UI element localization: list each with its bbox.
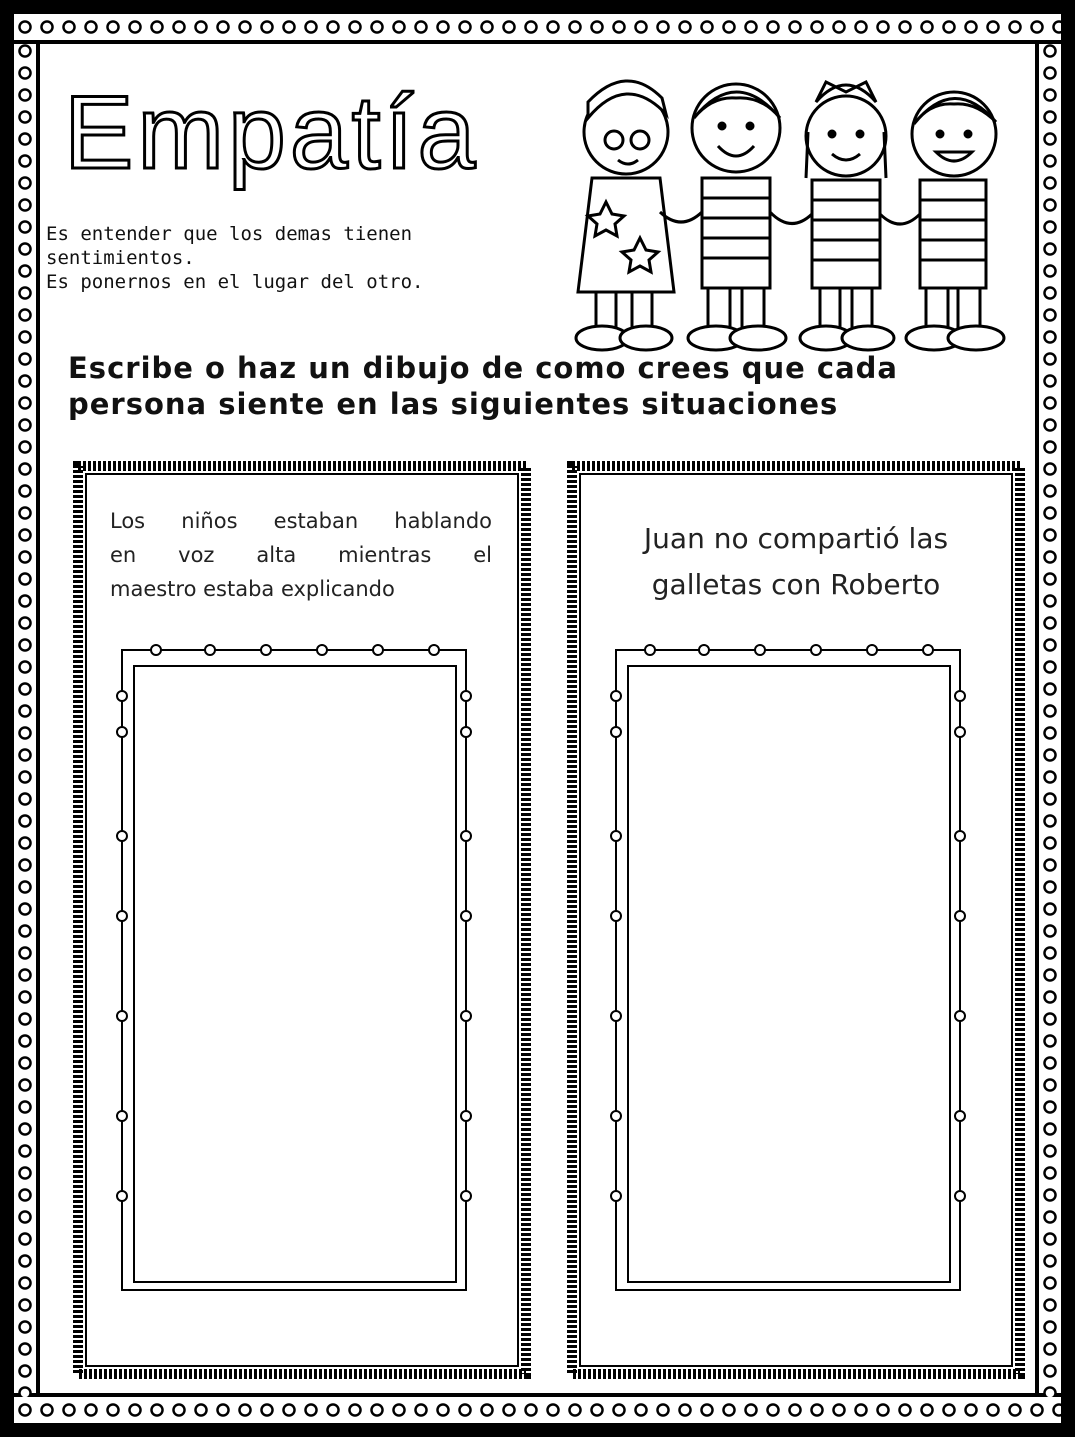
situation-2-line-1: Juan no compartió las (643, 522, 949, 555)
child-1-figure (576, 81, 674, 350)
instruction-line-2: persona siente en las siguientes situaciones (68, 387, 839, 421)
instruction-line-1: Escribe o haz un dibujo de como crees que cada (68, 351, 899, 385)
situation-1-line-2: en voz alta mientras el (110, 543, 492, 567)
frame-dots-1 (117, 645, 471, 1201)
worksheet-title: Empatía (64, 75, 480, 191)
instruction-text (68, 350, 1008, 422)
definition-line-2: sentimientos. (46, 247, 195, 269)
situation-1-line-1: Los niños estaban hablando (110, 509, 492, 533)
decorative-border-top (14, 14, 1061, 44)
decorative-border-right (1035, 40, 1061, 1397)
child-4-figure (906, 92, 1004, 350)
definition-text (46, 222, 546, 294)
child-3-figure (800, 82, 894, 350)
child-2-figure (688, 84, 786, 350)
situation-1-line-3: maestro estaba explicando (110, 577, 395, 601)
decorative-border-bottom (14, 1393, 1061, 1423)
situation-1-text (110, 504, 492, 606)
children-illustration (566, 62, 1016, 352)
situation-2-line-2: galletas con Roberto (651, 568, 941, 601)
situation-card-2 (566, 460, 1026, 1380)
definition-line-3: Es ponernos en el lugar del otro. (46, 271, 424, 293)
definition-line-1: Es entender que los demas tienen (46, 223, 413, 245)
situation-card-1 (72, 460, 532, 1380)
frame-dots-2 (611, 645, 965, 1201)
situation-2-text (596, 516, 996, 608)
decorative-border-left (14, 40, 40, 1397)
